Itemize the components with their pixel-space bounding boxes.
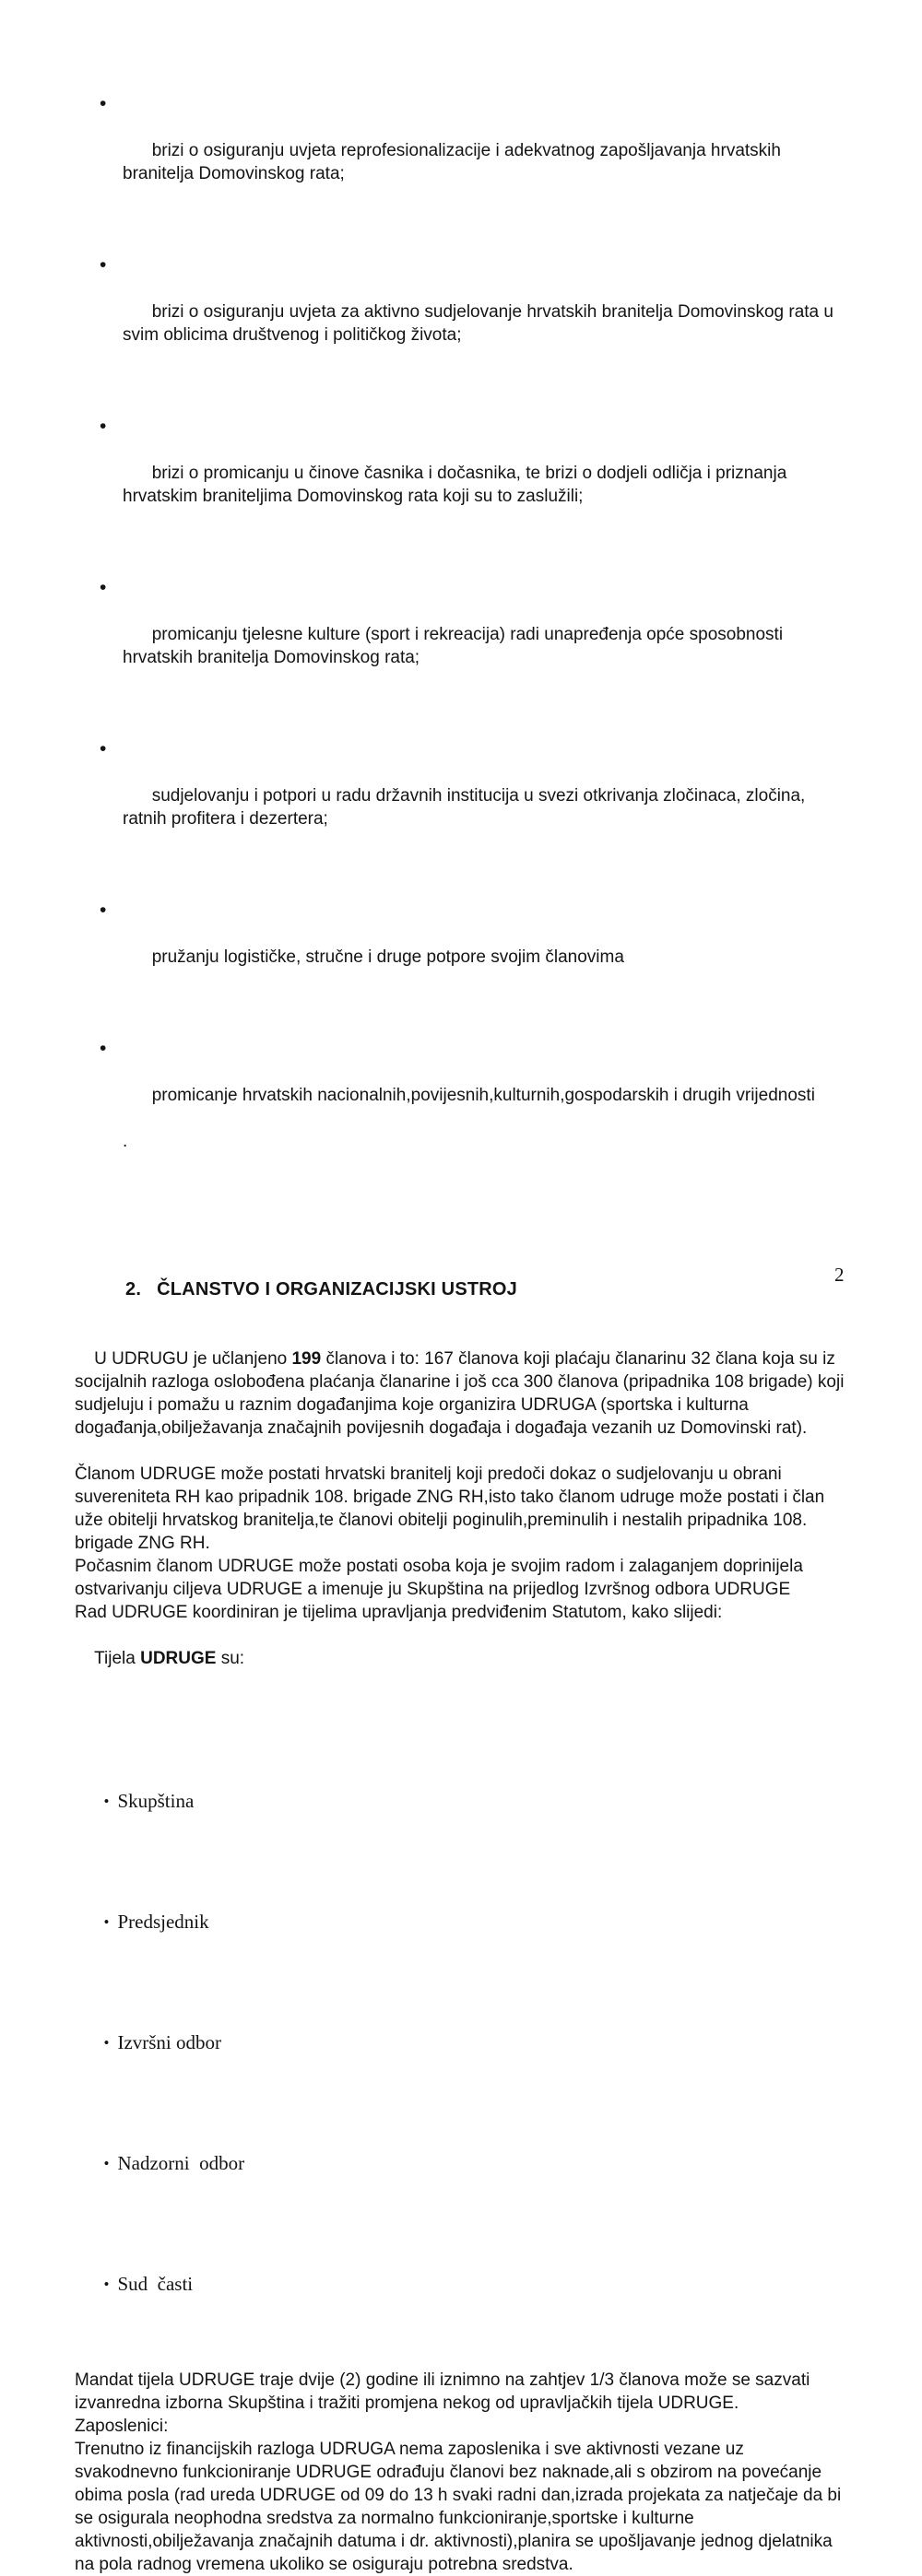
paragraph-bodies-intro <box>75 1624 850 1693</box>
list-item <box>75 2006 850 2079</box>
list-item <box>75 577 850 692</box>
list-item-text: Skupština <box>117 1790 195 1812</box>
paragraph-member-eligibility: Članom UDRUGE može postati hrvatski branitelj koji predoči dokaz o sudjelovanju u obrani suvereniteta RH kao pripadnik 108. brigade ZNG RH,isto tako članom udruge može postati i član uže obitelji hrvatskog branitelja,te članovi obitelji poginulih,preminulih i nestalih pripadnika 108. brigade ZNG RH. <box>75 1464 830 1553</box>
bullet-icon: • <box>103 1793 110 1810</box>
list-item-text: brizi o osiguranju uvjeta za aktivno sudjelovanje hrvatskih branitelja Domovinskog rata u svim oblicima društvenog i političkog života; <box>123 302 839 345</box>
bullet-icon: • <box>100 738 107 759</box>
bullet-icon: • <box>100 1038 107 1059</box>
objectives-list <box>75 47 850 1245</box>
list-item-text: brizi o osiguranju uvjeta reprofesionalizacije i adekvatnog zapošljavanja hrvatskih branitelja Domovinskog rata; <box>123 141 786 183</box>
list-item-text: Izvršni odbor <box>117 2031 222 2053</box>
list-item-text: Nadzorni odbor <box>117 2152 245 2174</box>
paragraph-mandate: Mandat tijela UDRUGE traje dvije (2) godine ili iznimno na zahtjev 1/3 članova može se sazvati izvanredna izborna Skupština i tražiti promjena nekog od upravljačkih tijela UDRUGE. <box>75 2370 815 2413</box>
paragraph-membership <box>75 1324 850 1463</box>
bodies-intro-emphasis: UDRUGE <box>140 1649 217 1668</box>
section-title: ČLANSTVO I ORGANIZACIJSKI USTROJ <box>157 1279 517 1300</box>
paragraph-employees: Trenutno iz financijskih razloga UDRUGA nema zaposlenika i sve aktivnosti vezane uz svakodnevno funkcioniranje UDRUGE odrađuju članovi bez naknade,ali s obzirom na povećanje obima posla (rad ureda UDRUGE od 09 do 13 h svaki radni dan,izrada projekata za natječaje da bi se osigurala neophodna sredstva za normalno funkcioniranje,sportske i kulturne aktivnosti,obilježavanja značajnih datuma i dr. aktivnosti),planira se upošljavanje jednog djelatnika na pola radnog vremena ukoliko se osiguraju potrebna sredstva. <box>75 2440 846 2574</box>
list-item <box>75 738 850 853</box>
list-item <box>75 254 850 370</box>
list-item <box>75 93 850 208</box>
employees-label: Zaposlenici: <box>75 2417 169 2436</box>
list-item <box>75 900 850 992</box>
section-heading <box>75 1255 850 1324</box>
list-item-continuation: . <box>123 1132 128 1151</box>
list-item-text: Predsjednik <box>117 1911 209 1933</box>
bullet-icon: • <box>100 93 107 114</box>
list-item <box>75 416 850 531</box>
list-item-text: promicanje hrvatskih nacionalnih,povijesnih,kulturnih,gospodarskih i drugih vrijednosti <box>151 1086 815 1105</box>
list-item-text: Sud časti <box>117 2273 194 2295</box>
list-item-text: pružanju logističke, stručne i druge potpore svojim članovima <box>151 947 624 967</box>
section-number: 2. <box>125 1279 142 1300</box>
list-item <box>75 1765 850 1838</box>
bullet-icon: • <box>103 2034 110 2052</box>
list-item-text: sudjelovanju i potpori u radu državnih institucija u svezi otkrivanja zločinaca, zločina, ratnih profitera i dezertera; <box>123 786 810 829</box>
list-item <box>75 1886 850 1958</box>
text-run: članova i to: 167 članova koji plaćaju članarinu 32 člana koja su iz socijalnih razloga oslobođena plaćanja članarine i još cca 300 članova (pripadnika 108 brigade) koji sudjeluju i pomažu u raznim događanjima koje organizira UDRUGA (sportska i kulturna događanja,obilježavanja značajnih povijesnih događaja i događaja vezanih uz Domovinski rat). <box>75 1349 849 1438</box>
list-item <box>75 2127 850 2200</box>
paragraph-coordination: Rad UDRUGE koordiniran je tijelima upravljanja predviđenim Statutom, kako slijedi: <box>75 1603 723 1622</box>
member-count: 199 <box>291 1349 322 1369</box>
bullet-icon: • <box>100 416 107 437</box>
list-item-text: brizi o promicanju u činove časnika i dočasnika, te brizi o dodjeli odličja i priznanja hrvatskim braniteljima Domovinskog rata koji su to zaslužili; <box>123 464 792 506</box>
bullet-icon: • <box>100 900 107 921</box>
bodies-list <box>75 1717 850 2369</box>
text-run: su: <box>216 1649 245 1668</box>
list-item-text: promicanju tjelesne kulture (sport i rekreacija) radi unapređenja opće sposobnosti hrvatskih branitelja Domovinskog rata; <box>123 625 788 667</box>
bullet-icon: • <box>103 2276 110 2293</box>
paragraph-honorary-member: Počasnim članom UDRUGE može postati osoba koja je svojim radom i zalaganjem doprinijela ostvarivanju ciljeva UDRUGE a imenuje ju Skupština na prijedlog Izvršnog odbora UDRUGE <box>75 1557 809 1599</box>
bullet-icon: • <box>103 2155 110 2172</box>
bullet-icon: • <box>100 254 107 276</box>
text-run: U UDRUGU je učlanjeno <box>94 1349 292 1369</box>
page-number: 2 <box>834 1264 845 1286</box>
bullet-icon: • <box>103 1913 110 1931</box>
text-run: Tijela <box>94 1649 141 1668</box>
list-item <box>75 1038 850 1199</box>
bullet-icon: • <box>100 577 107 598</box>
list-item <box>75 2248 850 2321</box>
